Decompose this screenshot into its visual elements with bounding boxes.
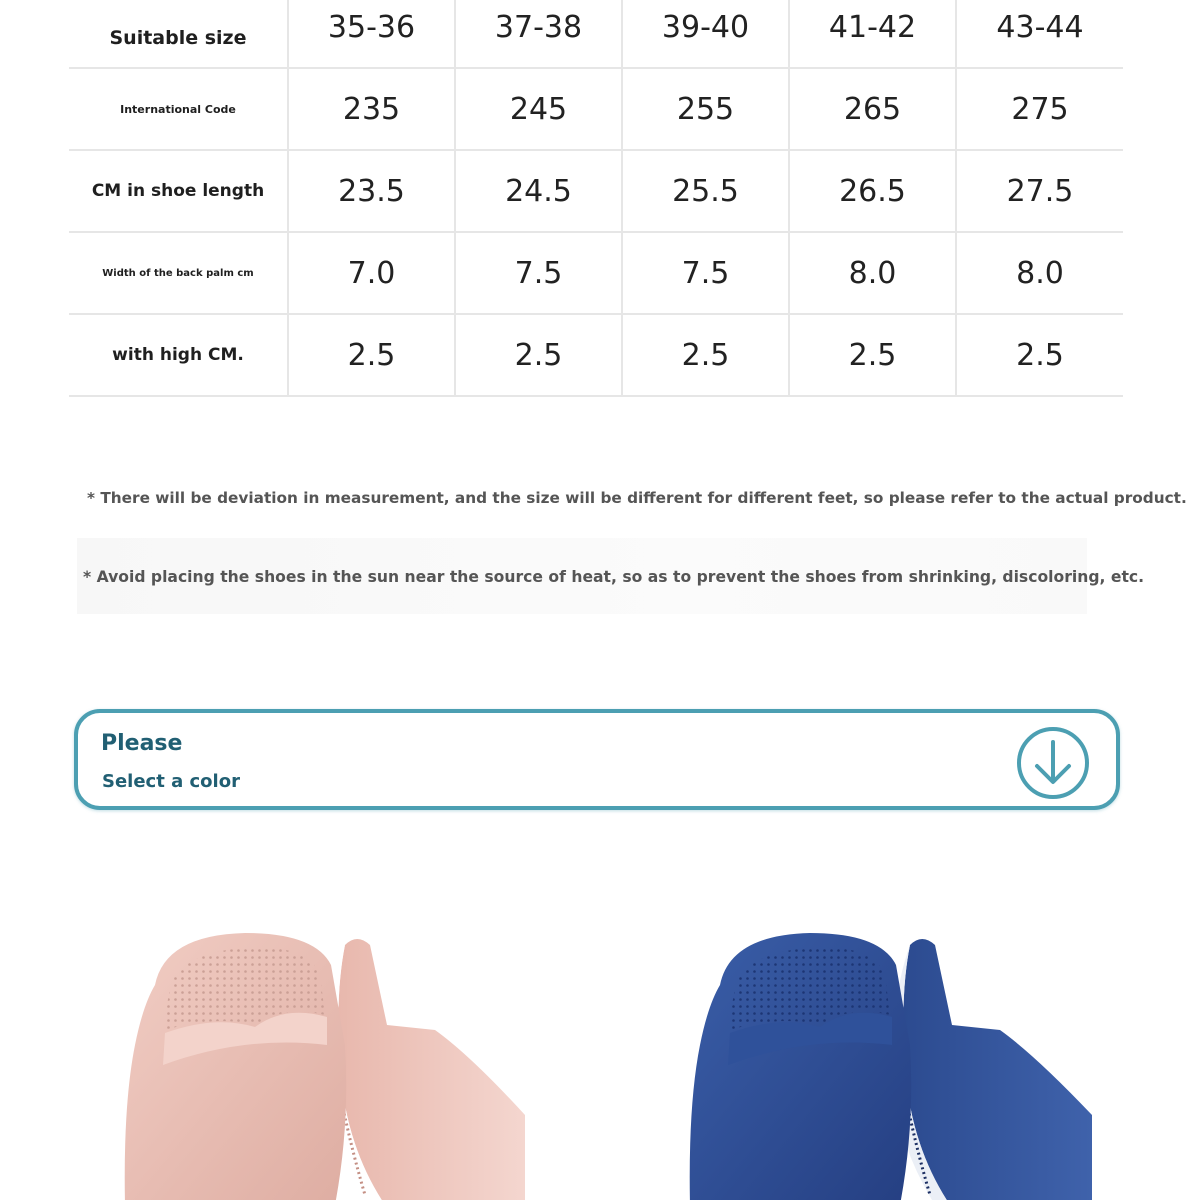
table-cell: 43-44 [956, 0, 1123, 68]
table-cell: 35-36 [288, 0, 455, 68]
table-cell: 41-42 [789, 0, 956, 68]
table-cell: 245 [455, 68, 622, 150]
table-cell: 255 [622, 68, 789, 150]
heat-warning-panel [77, 538, 1145, 614]
navy-slipper-image[interactable] [660, 905, 1140, 1200]
row-label-international-code: International Code [69, 68, 288, 150]
row-label-shoe-length: CM in shoe length [69, 150, 288, 232]
table-cell: 8.0 [956, 232, 1123, 314]
table-cell: 7.5 [622, 232, 789, 314]
row-label-back-palm-width: Width of the back palm cm [69, 232, 288, 314]
row-label-heel-height: with high CM. [69, 314, 288, 396]
table-cell: 2.5 [288, 314, 455, 396]
table-cell: 24.5 [455, 150, 622, 232]
table-cell: 39-40 [622, 0, 789, 68]
table-cell: 2.5 [956, 314, 1123, 396]
row-label-suitable-size: Suitable size [69, 0, 288, 68]
table-cell: 7.5 [455, 232, 622, 314]
measurement-deviation-note: * There will be deviation in measurement, and the size will be different for different feet, so please refer to the actual product. [87, 489, 1187, 507]
table-row [69, 150, 1123, 232]
heat-warning-note: * Avoid placing the shoes in the sun near the source of heat, so as to prevent the shoes from shrinking, discoloring, etc. [83, 568, 1145, 586]
table-row [69, 0, 1123, 68]
color-selector-banner[interactable] [74, 709, 1120, 810]
table-cell: 265 [789, 68, 956, 150]
pink-slipper-image[interactable] [95, 905, 575, 1200]
table-cell: 27.5 [956, 150, 1123, 232]
table-cell: 8.0 [789, 232, 956, 314]
table-cell: 2.5 [789, 314, 956, 396]
table-cell: 25.5 [622, 150, 789, 232]
table-cell: 275 [956, 68, 1123, 150]
size-table [69, 0, 1123, 397]
table-cell: 23.5 [288, 150, 455, 232]
banner-title: Please [101, 731, 183, 756]
table-cell: 37-38 [455, 0, 622, 68]
table-row [69, 68, 1123, 150]
table-row [69, 314, 1123, 396]
table-cell: 7.0 [288, 232, 455, 314]
table-cell: 235 [288, 68, 455, 150]
table-cell: 26.5 [789, 150, 956, 232]
table-cell: 2.5 [622, 314, 789, 396]
arrow-down-circle-icon[interactable] [1016, 726, 1090, 800]
table-row [69, 232, 1123, 314]
banner-subtitle: Select a color [102, 771, 240, 792]
table-cell: 2.5 [455, 314, 622, 396]
